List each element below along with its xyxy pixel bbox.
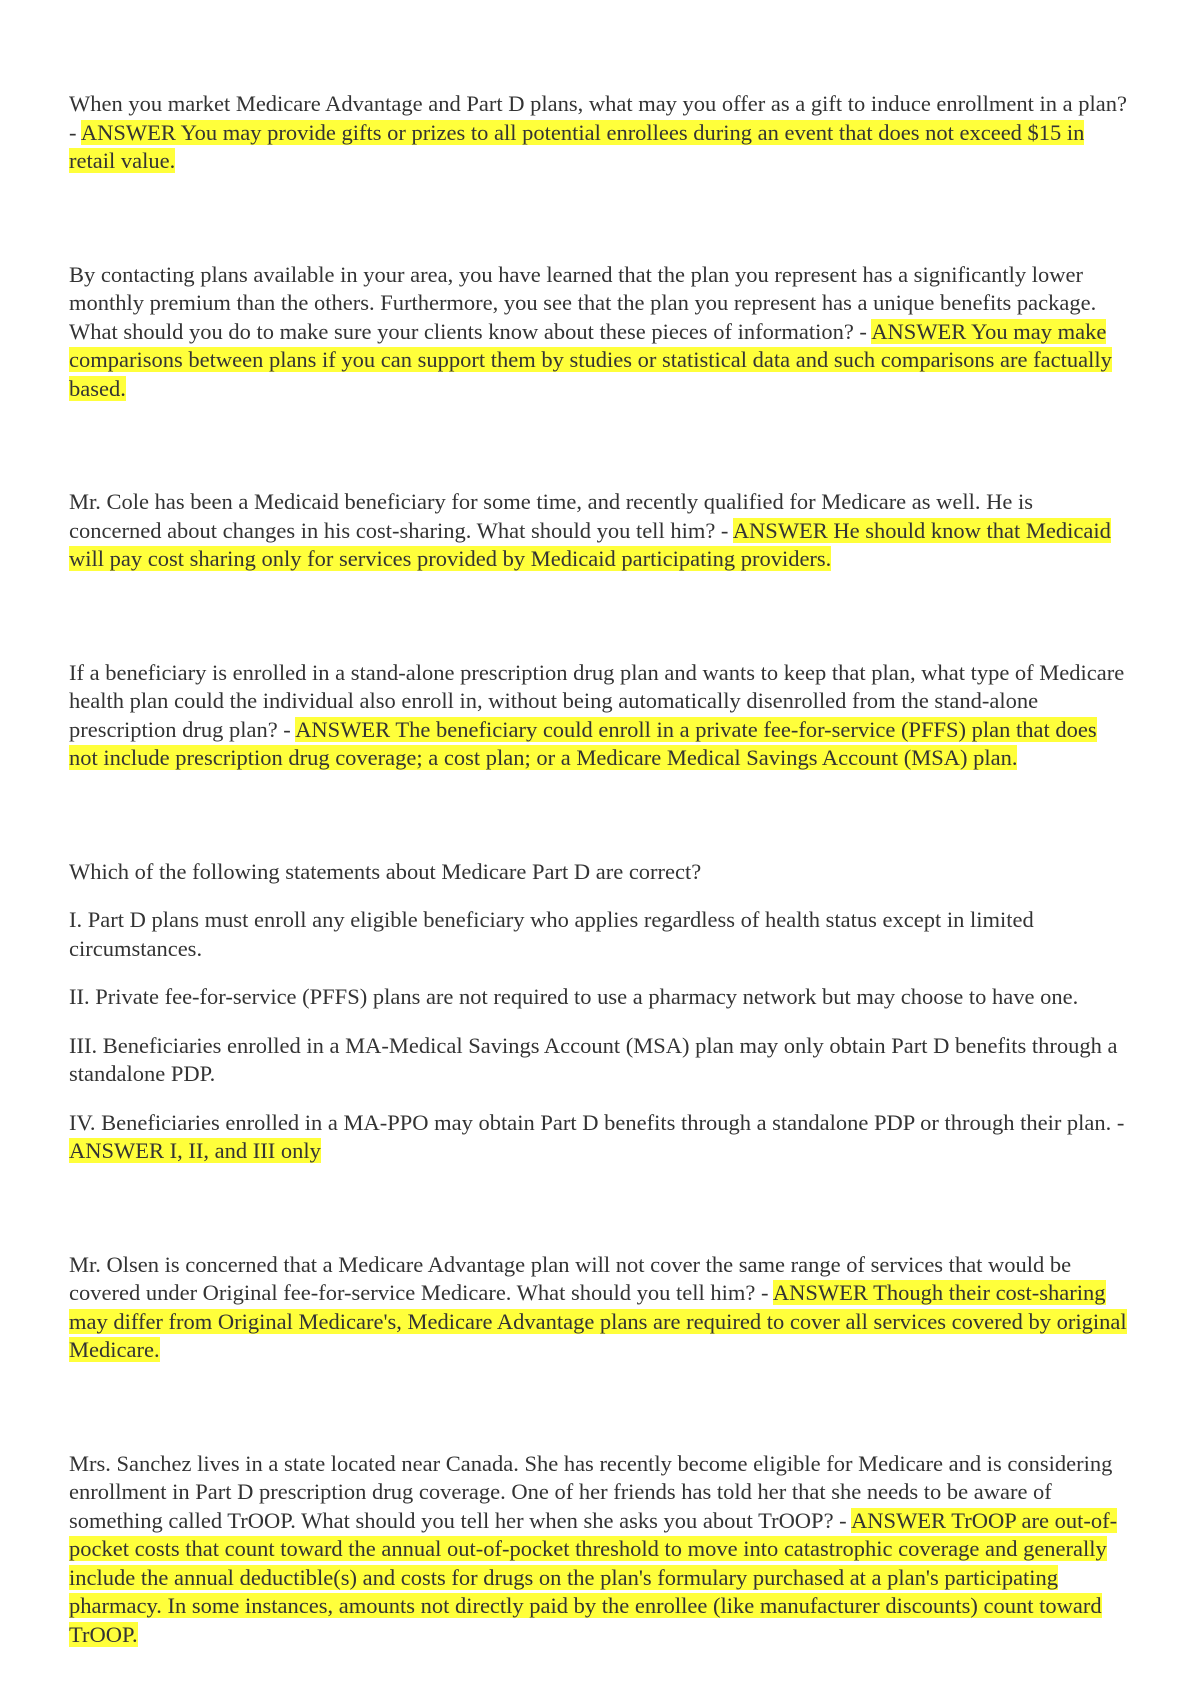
spacer: [69, 886, 1129, 906]
qa-item-standalone-pdp: [69, 659, 1129, 773]
statement-4: [69, 1109, 1129, 1166]
qa-paragraph: [69, 1251, 1129, 1365]
answer-highlight: ANSWER You may make comparisons between plans if you can support them by studies or statistical data and such comparisons are factually based.: [69, 318, 1112, 401]
qa-paragraph: [69, 488, 1129, 574]
statement-1: I. Part D plans must enroll any eligible beneficiary who applies regardless of health status except in limited circumstances.: [69, 907, 1034, 961]
question-text: Mr. Cole has been a Medicaid beneficiary for some time, and recently qualified for Medicare as well. He is concerned about changes in his cost-sharing. What should you tell him? -: [69, 489, 1034, 543]
qa-paragraph: [69, 261, 1129, 404]
spacer: [69, 574, 1129, 659]
answer-highlight: ANSWER Though their cost-sharing may differ from Original Medicare's, Medicare Advantage plans are required to cover all services covered by original Medicare.: [69, 1280, 1127, 1362]
question-text: Mrs. Sanchez lives in a state located near Canada. She has recently become eligible for Medicare and is considering enrollment in Part D prescription drug coverage. One of her friends has told her that she needs to be aware of something called TrOOP. What should you tell her when she asks you about TrOOP? -: [69, 1450, 1113, 1533]
statement-3: III. Beneficiaries enrolled in a MA-Medical Savings Account (MSA) plan may only obtain Part D benefits through a standalone PDP.: [69, 1032, 1118, 1086]
statement-2: II. Private fee-for-service (PFFS) plans are not required to use a pharmacy network but may choose to have one.: [69, 984, 1079, 1009]
spacer: [69, 403, 1129, 488]
qa-item-comparisons: [69, 261, 1129, 404]
statement-4-text: IV. Beneficiaries enrolled in a MA-PPO may obtain Part D benefits through a standalone PDP or through their plan. -: [69, 1109, 1125, 1135]
spacer: [69, 1365, 1129, 1450]
spacer: [69, 176, 1129, 261]
qa-item-troop: [69, 1450, 1129, 1650]
question-text: When you market Medicare Advantage and Part D plans, what may you offer as a gift to induce enrollment in a plan? -: [69, 91, 1127, 145]
qa-item-olsen: [69, 1251, 1129, 1365]
answer-highlight: ANSWER TrOOP are out-of-pocket costs that count toward the annual out-of-pocket threshold to move into catastrophic coverage and generally include the annual deductible(s) and costs for drugs on the plan's formulary purchased at a plan's participating pharmacy. In some instances, amounts not directly paid by the enrollee (like manufacturer discounts) count toward TrOOP.: [69, 1507, 1118, 1647]
multi-question-text: Which of the following statements about Medicare Part D are correct?: [69, 858, 702, 884]
qa-paragraph: [69, 1450, 1129, 1650]
answer-highlight: ANSWER You may provide gifts or prizes to all potential enrollees during an event that does not exceed $15 in retail value.: [69, 119, 1085, 173]
qa-paragraph: [69, 90, 1129, 176]
qa-item-medicaid: [69, 488, 1129, 574]
qa-item-gifts: [69, 90, 1129, 176]
document-page: [69, 90, 1129, 1649]
spacer: [69, 773, 1129, 858]
question-text: Mr. Olsen is concerned that a Medicare Advantage plan will not cover the same range of services that would be covered under Original fee-for-service Medicare. What should you tell him? -: [69, 1251, 1072, 1305]
answer-highlight: ANSWER The beneficiary could enroll in a private fee-for-service (PFFS) plan that does not include prescription drug coverage; a cost plan; or a Medicare Medical Savings Account (MSA) plan.: [69, 716, 1097, 770]
qa-paragraph: [69, 659, 1129, 773]
answer-highlight: ANSWER He should know that Medicaid will pay cost sharing only for services provided by Medicaid participating providers.: [69, 517, 1111, 571]
answer-highlight: ANSWER I, II, and III only: [69, 1138, 321, 1163]
spacer: [69, 1089, 1129, 1109]
spacer: [69, 963, 1129, 983]
question-text: If a beneficiary is enrolled in a stand-alone prescription drug plan and wants to keep that plan, what type of Medicare health plan could the individual also enroll in, without being automatically disenrolled from the stand-alone prescription drug plan? -: [69, 659, 1125, 742]
spacer: [69, 1012, 1129, 1032]
qa-item-part-d-statements: [69, 858, 1129, 1166]
question-text: By contacting plans available in your area, you have learned that the plan you represent has a significantly lower monthly premium than the others. Furthermore, you see that the plan you represent has a unique benefits package. What should you do to make sure your clients know about these pieces of information? -: [69, 261, 1097, 344]
spacer: [69, 1166, 1129, 1251]
